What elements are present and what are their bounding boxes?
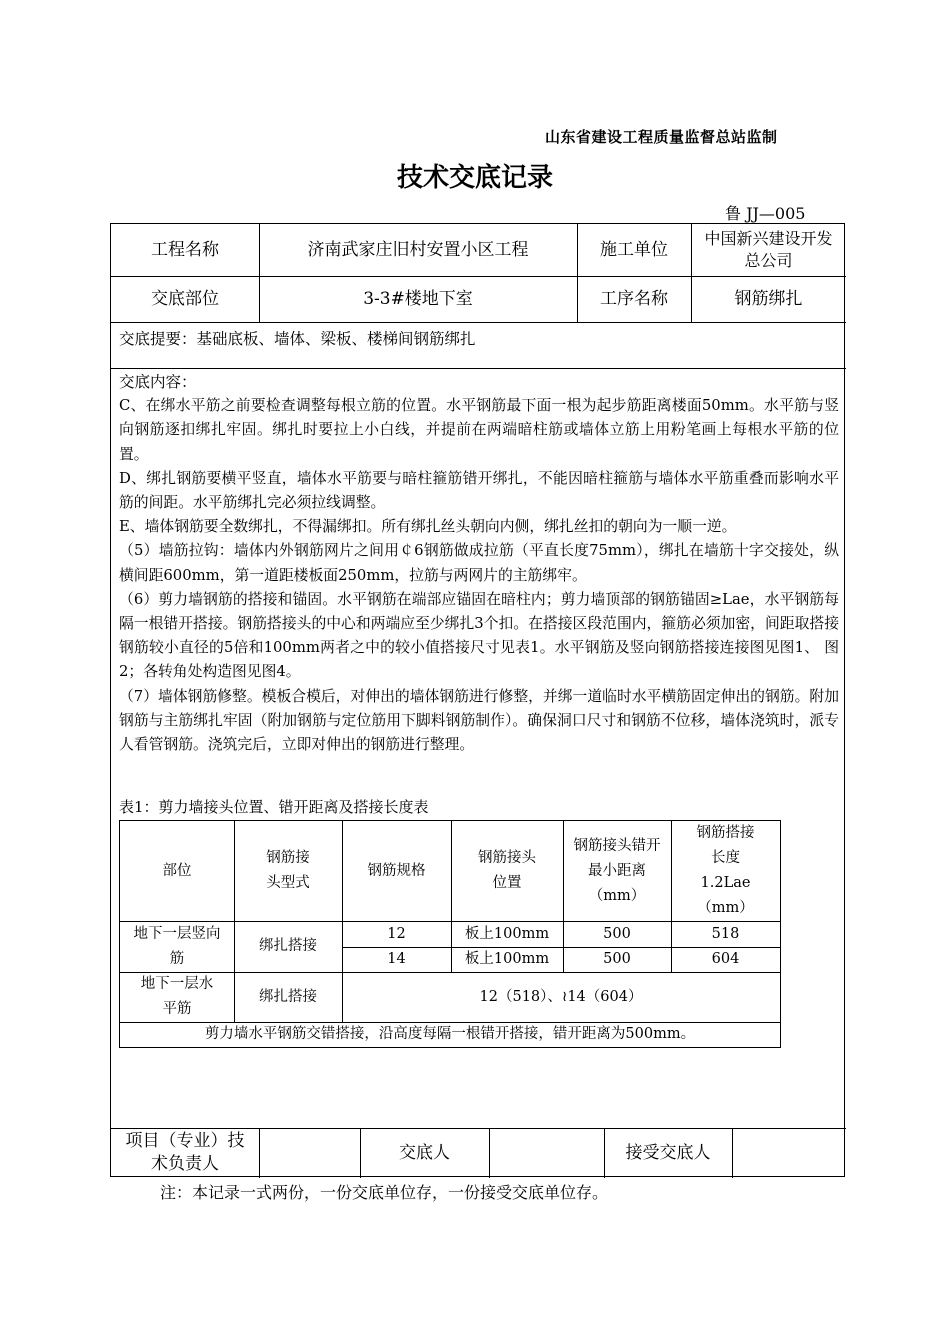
form-code: 鲁 JJ—005	[725, 204, 806, 223]
rebar-spec-value: 14	[387, 951, 406, 967]
process-label: 工序名称	[600, 289, 668, 309]
content-paragraph: D、绑扎钢筋要横平竖直，墙体水平筋要与暗柱箍筋错开绑扎，不能因暗柱箍筋与墙体水平筋重叠而影响水平筋的间距。水平筋绑扎完必须拉线调整。	[119, 469, 839, 512]
min-distance: 500	[603, 951, 631, 967]
table-header: 部位	[162, 862, 192, 879]
horizontal-part: 地下一层水平筋	[140, 976, 214, 1017]
rebar-spec-value: 12	[387, 925, 406, 942]
table-header: 钢筋接头错开最小距离（mm）	[573, 837, 661, 904]
vertical-joint-type: 绑扎搭接	[259, 938, 317, 954]
table-caption: 表1：剪力墙接头位置、错开距离及搭接长度表	[119, 798, 429, 816]
supervisor-text: 山东省建设工程质量监督总站监制	[545, 128, 778, 146]
project-name-label: 工程名称	[151, 240, 219, 260]
joint-position: 板上100mm	[464, 925, 550, 942]
discloser-signature	[489, 1128, 604, 1178]
content-paragraph: （7）墙体钢筋修整。模板合模后，对伸出的墙体钢筋进行修整，并绑一道临时水平横筋固定伸出的钢筋。附加钢筋与主筋绑扎牢固（附加钢筋与定位筋用下脚料钢筋制作）。确保洞口尺寸和钢筋不位移，墙体浇筑时，派专人看管钢筋。浇筑完后，立即对伸出的钢筋进行整理。	[119, 687, 839, 754]
construction-unit-label: 施工单位	[600, 240, 668, 260]
vertical-part: 地下一层竖向筋	[133, 925, 221, 967]
lap-length-table	[119, 820, 781, 1048]
lap-length: 604	[711, 951, 740, 967]
table-header: 钢筋搭接长度1.2Lae（mm）	[696, 825, 755, 916]
content-paragraph: （6）剪力墙钢筋的搭接和锚固。水平钢筋在端部应锚固在暗柱内；剪力墙顶部的钢筋锚固≥Lae，水平钢筋每隔一根错开搭接。钢筋搭接头的中心和两端应至少绑扎3个扣。在搭接区段范围内，箍筋必须加密，间距取搭接钢筋较小直径的5倍和100mm两者之中的较小值搭接尺寸见表1。水平钢筋及竖向钢筋搭接连接图见图1、 图2；各转角处构造图见图4。	[119, 590, 839, 681]
record-form	[110, 223, 845, 1177]
location-value: 3-3#楼地下室	[363, 289, 473, 309]
min-distance: 500	[603, 925, 631, 942]
table-footer-note: 剪力墙水平钢筋交错搭接，沿高度每隔一根错开搭接，错开距离为500mm。	[204, 1026, 696, 1042]
rebar-spec	[342, 921, 451, 947]
rebar-spec	[342, 947, 451, 972]
project-lead-label: 项目（专业）技术负责人	[125, 1131, 245, 1174]
horizontal-spec	[342, 972, 780, 1022]
discloser-label: 交底人	[399, 1143, 450, 1163]
content-paragraph: E、墙体钢筋要全数绑扎，不得漏绑扣。所有绑扎丝头朝向内侧，绑扎丝扣的朝向为一顺一逆。	[119, 518, 737, 536]
receiver-label: 接受交底人	[625, 1143, 711, 1163]
table-header: 钢筋接头位置	[478, 850, 536, 891]
page-title: 技术交底记录	[396, 163, 553, 193]
receiver-signature	[732, 1128, 846, 1178]
table-header: 钢筋规格	[367, 862, 426, 879]
process-value: 钢筋绑扎	[734, 289, 803, 309]
project-name-value: 济南武家庄旧村安置小区工程	[307, 240, 529, 260]
content-heading: 交底内容：	[119, 373, 197, 391]
construction-unit-value: 中国新兴建设开发总公司	[704, 229, 833, 270]
content-paragraph: （5）墙筋拉钩：墙体内外钢筋网片之间用￠6钢筋做成拉筋（平直长度75mm），绑扎在墙筋十字交接处，纵横间距600mm，第一道距楼板面250mm，拉筋与两网片的主筋绑牢。	[119, 542, 839, 584]
horizontal-joint-type: 绑扎搭接	[259, 988, 317, 1005]
project-lead-signature	[259, 1128, 360, 1178]
lap-length: 518	[711, 925, 740, 942]
row-divider	[111, 322, 846, 323]
table-header: 钢筋接头型式	[266, 850, 310, 891]
footer-note: 注：本记录一式两份，一份交底单位存，一份接受交底单位存。	[160, 1183, 609, 1202]
joint-position: 板上100mm	[464, 951, 550, 967]
row-divider	[111, 368, 846, 369]
disclosure-summary: 交底提要：基础底板、墙体、梁板、楼梯间钢筋绑扎	[119, 330, 476, 348]
horizontal-spec-value: 12（518）、≀14（604）	[479, 988, 643, 1005]
disclosure-content	[119, 370, 839, 757]
location-label: 交底部位	[151, 289, 219, 309]
content-paragraph: C、在绑水平筋之前要检查调整每根立筋的位置。水平钢筋最下面一根为起步筋距离楼面50mm。水平筋与竖向钢筋逐扣绑扎牢固。绑扎时要拉上小白线，并提前在两端暗柱筋或墙体立筋上用粉笔画上每根水平筋的位置。	[119, 397, 839, 463]
